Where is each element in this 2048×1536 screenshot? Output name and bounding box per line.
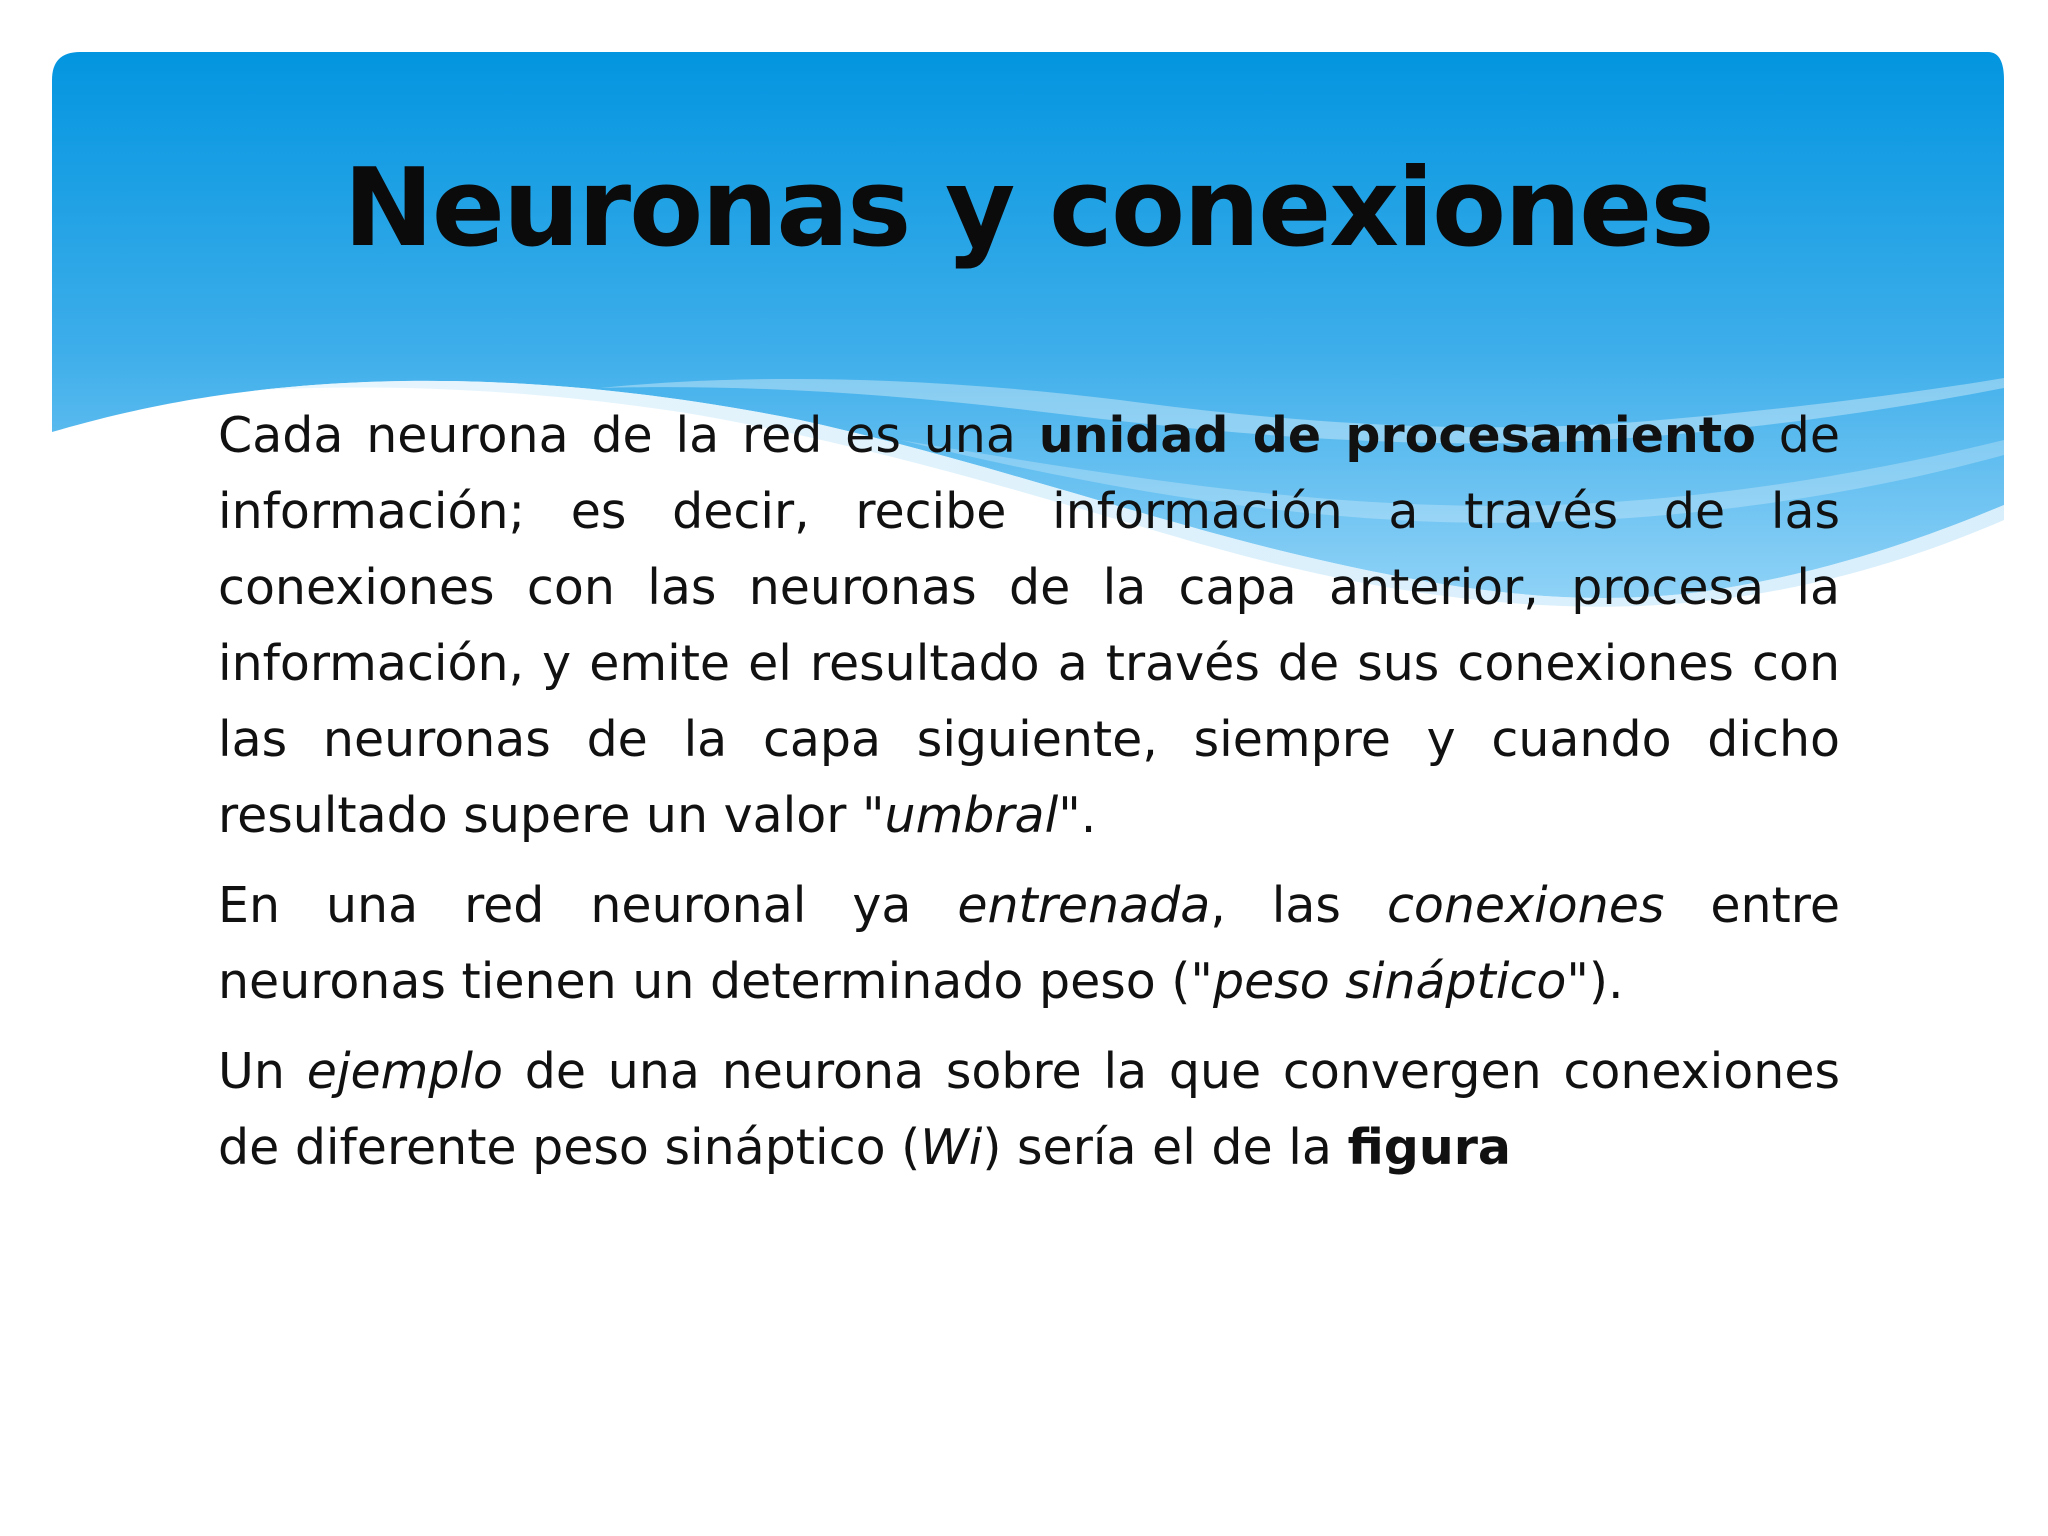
italic-term: entrenada (957, 877, 1211, 934)
italic-term: conexiones (1386, 877, 1665, 934)
text-span: Un (218, 1043, 307, 1100)
text-span: de una neurona sobre la que convergen conexiones de diferente peso sináptico ( (218, 1043, 1840, 1176)
italic-term: peso sináptico (1212, 953, 1567, 1010)
paragraph-3 (218, 1034, 1840, 1186)
text-span: ) sería el de la (982, 1119, 1348, 1176)
text-span: , las (1210, 877, 1387, 934)
bold-term: figura (1347, 1119, 1511, 1176)
text-span: "). (1566, 953, 1624, 1010)
text-span: entre neuronas tienen un determinado peso (" (218, 877, 1840, 1010)
bold-term: unidad de procesamiento (1038, 407, 1756, 464)
text-span: En una red neuronal ya (218, 877, 958, 934)
text-span: ". (1058, 787, 1097, 844)
text-span: de información; es decir, recibe información a través de las conexiones con las neuronas de la capa anterior, procesa la información, y emite el resultado a través de sus conexiones con las neuronas de la capa siguiente, siempre y cuando dicho resultado supere un valor " (218, 407, 1840, 844)
text-span: Cada neurona de la red es una (218, 407, 1039, 464)
italic-term: Wi (920, 1119, 983, 1176)
italic-term: umbral (884, 787, 1059, 844)
slide-body (218, 398, 1840, 1200)
paragraph-1 (218, 398, 1840, 854)
paragraph-2 (218, 868, 1840, 1020)
italic-term: ejemplo (306, 1043, 504, 1100)
slide-title: Neuronas y conexiones (343, 146, 1713, 271)
